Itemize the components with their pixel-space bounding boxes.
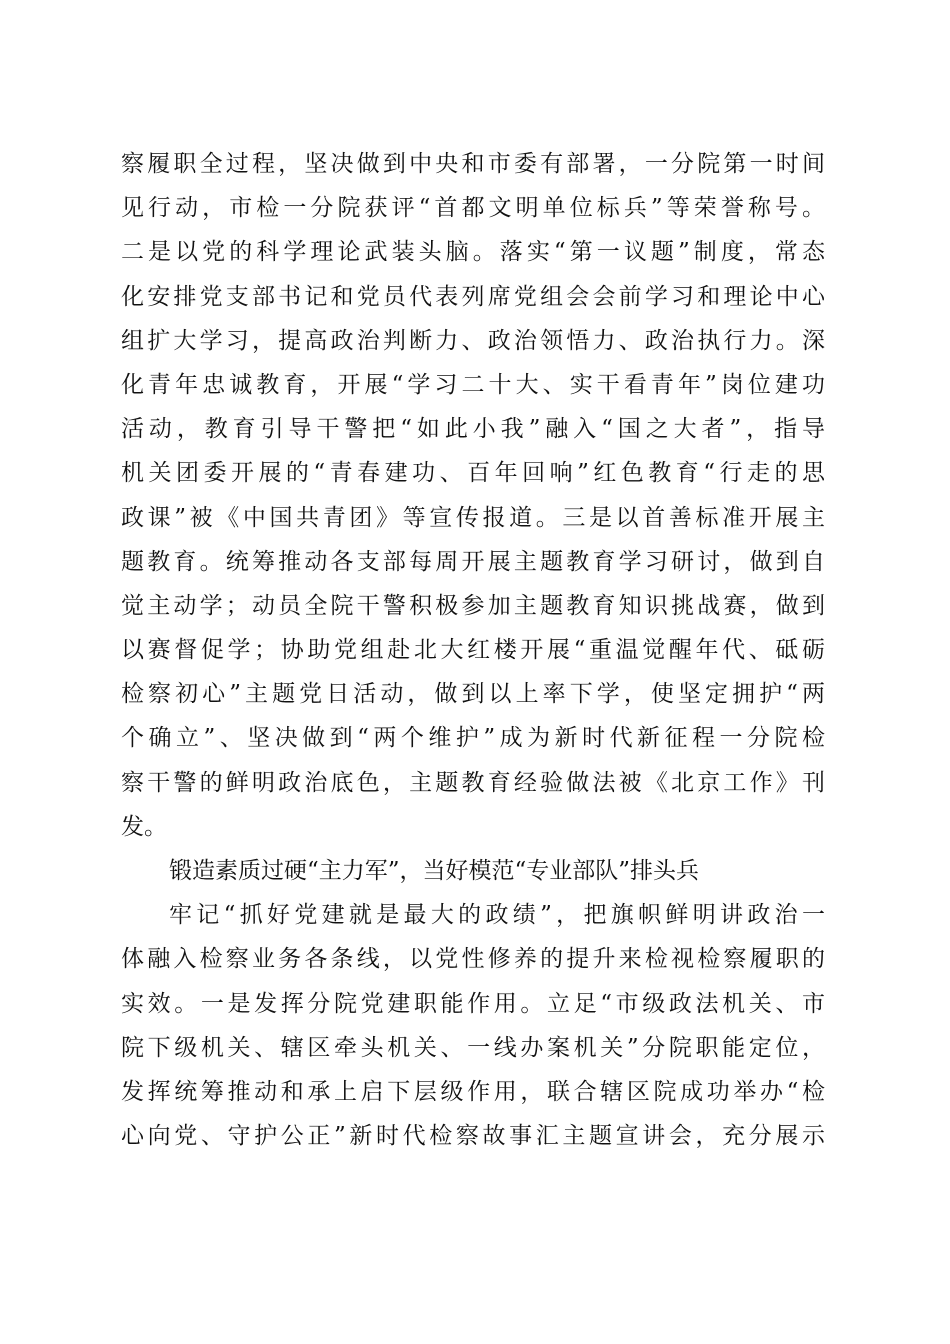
text-line: 个确立”、坚决做到“两个维护”成为新时代新征程一分院检 bbox=[121, 725, 825, 752]
text-line: 院下级机关、辖区牵头机关、一线办案机关”分院职能定位， bbox=[121, 1034, 825, 1061]
paragraph-1 bbox=[121, 142, 825, 849]
text-line: 察干警的鲜明政治底色，主题教育经验做法被《北京工作》刊 bbox=[121, 769, 825, 796]
text-line: 以赛督促学；协助党组赴北大红楼开展“重温觉醒年代、砥砺 bbox=[121, 637, 825, 664]
text-line: 发。 bbox=[121, 813, 167, 840]
document-body bbox=[121, 142, 825, 1158]
text-line: 见行动，市检一分院获评“首都文明单位标兵”等荣誉称号。 bbox=[121, 195, 825, 222]
text-line: 组扩大学习，提高政治判断力、政治领悟力、政治执行力。深 bbox=[121, 327, 825, 354]
text-line: 检察初心”主题党日活动，做到以上率下学，使坚定拥护“两 bbox=[121, 681, 825, 708]
text-line: 政课”被《中国共青团》等宣传报道。三是以首善标准开展主 bbox=[121, 504, 825, 531]
paragraph-2 bbox=[121, 893, 825, 1158]
text-line: 觉主动学；动员全院干警积极参加主题教育知识挑战赛，做到 bbox=[121, 592, 825, 619]
text-line: 实效。一是发挥分院党建职能作用。立足“市级政法机关、市 bbox=[121, 990, 825, 1017]
text-line: 化青年忠诚教育，开展“学习二十大、实干看青年”岗位建功 bbox=[121, 371, 825, 398]
section-heading: 锻造素质过硬“主力军”，当好模范“专业部队”排头兵 bbox=[169, 858, 700, 884]
text-line: 心向党、守护公正”新时代检察故事汇主题宣讲会，充分展示 bbox=[121, 1123, 825, 1150]
text-line: 化安排党支部书记和党员代表列席党组会会前学习和理论中心 bbox=[121, 283, 825, 310]
text-line: 察履职全过程，坚决做到中央和市委有部署，一分院第一时间 bbox=[121, 151, 825, 177]
text-line: 发挥统筹推动和承上启下层级作用，联合辖区院成功举办“检 bbox=[121, 1078, 825, 1105]
text-line: 牢记“抓好党建就是最大的政绩”，把旗帜鲜明讲政治一 bbox=[169, 902, 825, 929]
text-line: 活动，教育引导干警把“如此小我”融入“国之大者”，指导 bbox=[121, 416, 825, 443]
text-line: 题教育。统筹推动各支部每周开展主题教育学习研讨，做到自 bbox=[121, 548, 825, 575]
text-line: 二是以党的科学理论武装头脑。落实“第一议题”制度，常态 bbox=[121, 239, 825, 266]
text-line: 体融入检察业务各条线，以党性修养的提升来检视检察履职的 bbox=[121, 946, 825, 973]
text-line: 机关团委开展的“青春建功、百年回响”红色教育“行走的思 bbox=[121, 460, 825, 487]
